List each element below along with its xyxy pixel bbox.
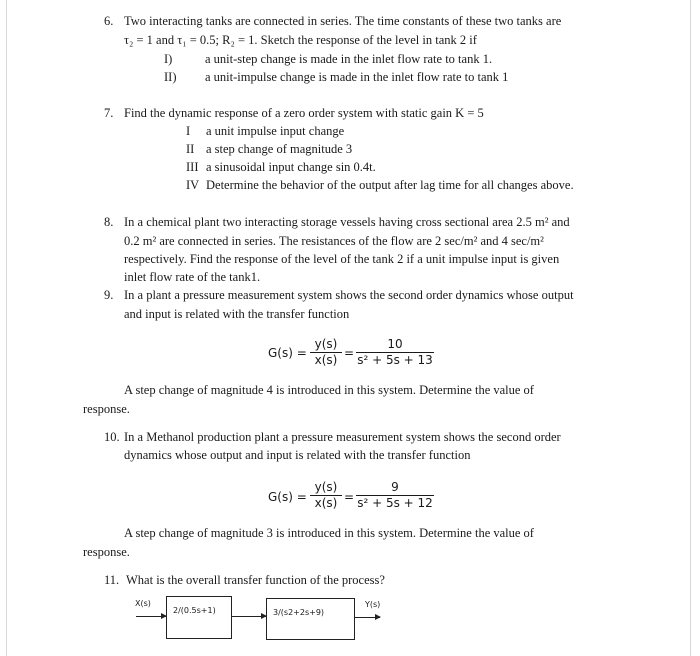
q10-eq-value <box>356 480 434 511</box>
q6-line-2: τ₂ = 1 and τ₁ = 0.5; R₂ = 1. Sketch the response of the level in tank 2 if <box>124 33 477 47</box>
q8-line: 0.2 m² are connected in series. The resistances of the flow are 2 sec/m² and 4 sec/m² <box>124 234 544 248</box>
q7-line-1: Find the dynamic response of a zero order system with static gain K = 5 <box>124 106 484 120</box>
output-label: Y(s) <box>365 600 381 609</box>
q7-item-text: a unit impulse input change <box>206 124 345 138</box>
q9-number: 9. <box>104 288 114 302</box>
q6-item-text: a unit-impulse change is made in the inlet flow rate to tank 1 <box>205 70 509 84</box>
q7-item-text: a sinusoidal input change sin 0.4t. <box>206 160 376 174</box>
q6-number: 6. <box>104 14 114 28</box>
q8-line: respectively. Find the response of the level of the tank 2 if a unit impulse input is given <box>124 252 560 266</box>
page-left-edge <box>6 0 7 656</box>
q6-item-mark: II) <box>164 70 177 84</box>
q9-eq-ratio <box>310 337 342 368</box>
block-1-label: 2/(0.5s+1) <box>173 606 216 615</box>
block-2-label: 3/(s2+2s+9) <box>273 608 325 617</box>
block-2 <box>266 598 355 640</box>
q10-line: In a Methanol production plant a pressure measurement system shows the second order <box>124 430 561 444</box>
q7-item-mark: III <box>186 160 199 174</box>
input-arrow <box>136 616 166 617</box>
q10-after-line: A step change of magnitude 3 is introduced in this system. Determine the value of <box>124 526 534 540</box>
q7-item-mark: IV <box>186 178 200 192</box>
q10-eq-ratio-numerator: y(s) <box>314 480 338 494</box>
q10-eq-equals: = <box>344 490 355 504</box>
q6-item-text: a unit-step change is made in the inlet flow rate to tank 1. <box>205 52 493 66</box>
connector-arrow <box>231 616 266 617</box>
q10-eq-lhs: G(s) = <box>268 490 307 504</box>
q11-number: 11. <box>104 573 120 587</box>
q6-line-1: Two interacting tanks are connected in series. The time constants of these two tanks are <box>124 14 562 28</box>
q9-eq-value-numerator: 10 <box>387 337 403 351</box>
q9-eq-lhs: G(s) = <box>268 346 307 360</box>
q9-line: In a plant a pressure measurement system shows the second order dynamics whose output <box>124 288 574 302</box>
q10-eq-ratio <box>310 480 342 511</box>
q7-item-mark: II <box>186 142 195 156</box>
block-1 <box>166 596 232 639</box>
q9-eq-ratio-numerator: y(s) <box>314 337 338 351</box>
q9-after-line: A step change of magnitude 4 is introduced in this system. Determine the value of <box>124 383 534 397</box>
q10-number: 10. <box>104 430 120 444</box>
q10-after-line: response. <box>83 545 130 559</box>
q9-eq-equals: = <box>344 346 355 360</box>
q6-item-mark: I) <box>164 52 173 66</box>
q7-number: 7. <box>104 106 114 120</box>
q7-item-mark: I <box>186 124 191 138</box>
page-right-edge <box>690 0 691 656</box>
q7-item-text: a step change of magnitude 3 <box>206 142 353 156</box>
q10-line: dynamics whose output and input is related with the transfer function <box>124 448 471 462</box>
q8-number: 8. <box>104 215 114 229</box>
input-label: X(s) <box>135 599 151 608</box>
q8-line: In a chemical plant two interacting storage vessels having cross sectional area 2.5 m² and <box>124 215 570 229</box>
q10-eq-value-denominator: s² + 5s + 12 <box>357 496 433 510</box>
q8-line: inlet flow rate of the tank1. <box>124 270 261 284</box>
q9-eq-value <box>356 337 434 368</box>
q9-line: and input is related with the transfer function <box>124 307 350 321</box>
q9-after-line: response. <box>83 402 130 416</box>
q10-eq-ratio-denominator: x(s) <box>314 496 338 510</box>
q9-eq-ratio-denominator: x(s) <box>314 353 338 367</box>
q7-item-text: Determine the behavior of the output after lag time for all changes above. <box>206 178 574 192</box>
q10-eq-value-numerator: 9 <box>391 480 399 494</box>
output-arrow <box>354 617 380 618</box>
q11-text: What is the overall transfer function of the process? <box>126 573 385 587</box>
q9-eq-value-denominator: s² + 5s + 13 <box>357 353 433 367</box>
